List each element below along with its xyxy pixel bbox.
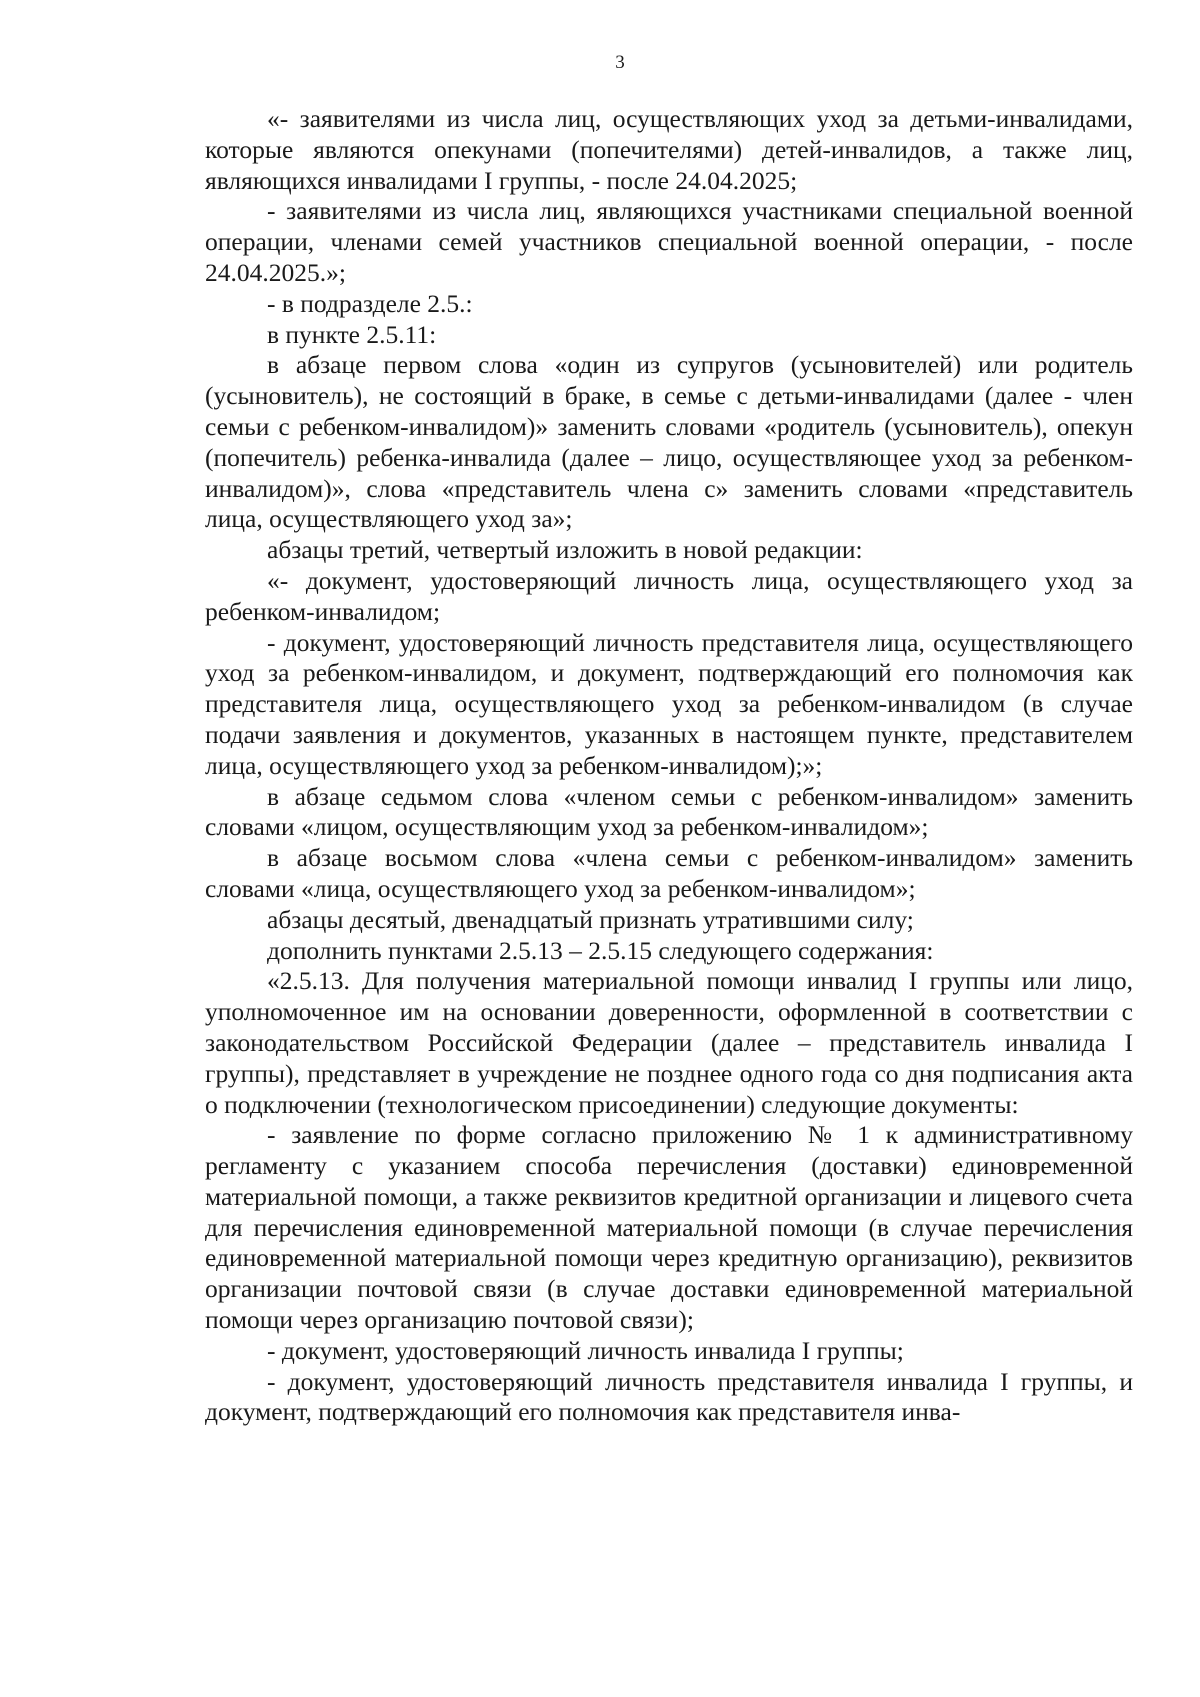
document-body [205,104,1133,1428]
paragraph: в пункте 2.5.11: [267,319,437,349]
paragraph: в абзаце восьмом слова «члена семьи с ребенком-инвалидом» заменить словами «лица, осуществляющего уход за ребенком-инвалидом»; [205,843,1133,903]
paragraph: «2.5.13. Для получения материальной помощи инвалид I группы или лицо, уполномоченное им на основании доверенности, оформленной в соответствии с законодательством Российской Федерации (далее – представитель инвалида I группы), представляет в учреждение не позднее одного года со дня подписания акта о подключении (технологическом присоединении) следующие документы: [205,966,1133,1119]
paragraph: абзацы десятый, двенадцатый признать утратившими силу; [267,904,914,934]
paragraph: - заявителями из числа лиц, являющихся участниками специальной военной операции, членами семей участников специальной военной операции, - после 24.04.2025.»; [205,196,1133,287]
paragraph: - документ, удостоверяющий личность инвалида I группы; [267,1335,904,1365]
paragraph: дополнить пунктами 2.5.13 – 2.5.15 следующего содержания: [267,935,934,965]
paragraph: в абзаце седьмом слова «членом семьи с ребенком-инвалидом» заменить словами «лицом, осуществляющим уход за ребенком-инвалидом»; [205,781,1133,842]
paragraph: «- документ, удостоверяющий личность лица, осуществляющего уход за ребенком-инвалидом; [205,565,1133,626]
paragraph: абзацы третий, четвертый изложить в новой редакции: [267,535,863,565]
paragraph: - документ, удостоверяющий личность представителя лица, осуществляющего уход за ребенком-инвалидом, и документ, подтверждающий его полномочия как представителя лица, осуществляющего уход за ребенком-инвалидом (в случае подачи заявления и документов, указанных в настоящем пункте, представителем лица, осуществляющего уход за ребенком-инвалидом);»; [205,627,1133,780]
paragraph: - документ, удостоверяющий личность представителя инвалида I группы, и документ, подтверждающий его полномочия как представителя инва- [205,1366,1133,1427]
paragraph: «- заявителями из числа лиц, осуществляющих уход за детьми-инвалидами, которые являются опекунами (попечителями) детей-инвалидов, а также лиц, являющихся инвалидами I группы, - после 24.04.2025; [205,104,1133,195]
paragraph: - заявление по форме согласно приложению № 1 к административному регламенту с указанием способа перечисления (доставки) единовременной материальной помощи, а также реквизитов кредитной организации и лицевого счета для перечисления единовременной материальной помощи (в случае перечисления единовременной материальной помощи через кредитную организацию), реквизитов организации почтовой связи (в случае доставки единовременной материальной помощи через организацию почтовой связи); [205,1120,1133,1335]
paragraph: - в подразделе 2.5.: [267,288,473,318]
paragraph: в абзаце первом слова «один из супругов (усыновителей) или родитель (усыновитель), не состоящий в браке, в семье с детьми-инвалидами (далее - член семьи с ребенком-инвалидом)» заменить словами «родитель (усыновитель), опекун (попечитель) ребенка-инвалида (далее – лицо, осуществляющее уход за ребенком-инвалидом)», слова «представитель члена с» заменить словами «представитель лица, осуществляющего уход за»; [205,350,1133,534]
page-number: 3 [615,52,625,73]
